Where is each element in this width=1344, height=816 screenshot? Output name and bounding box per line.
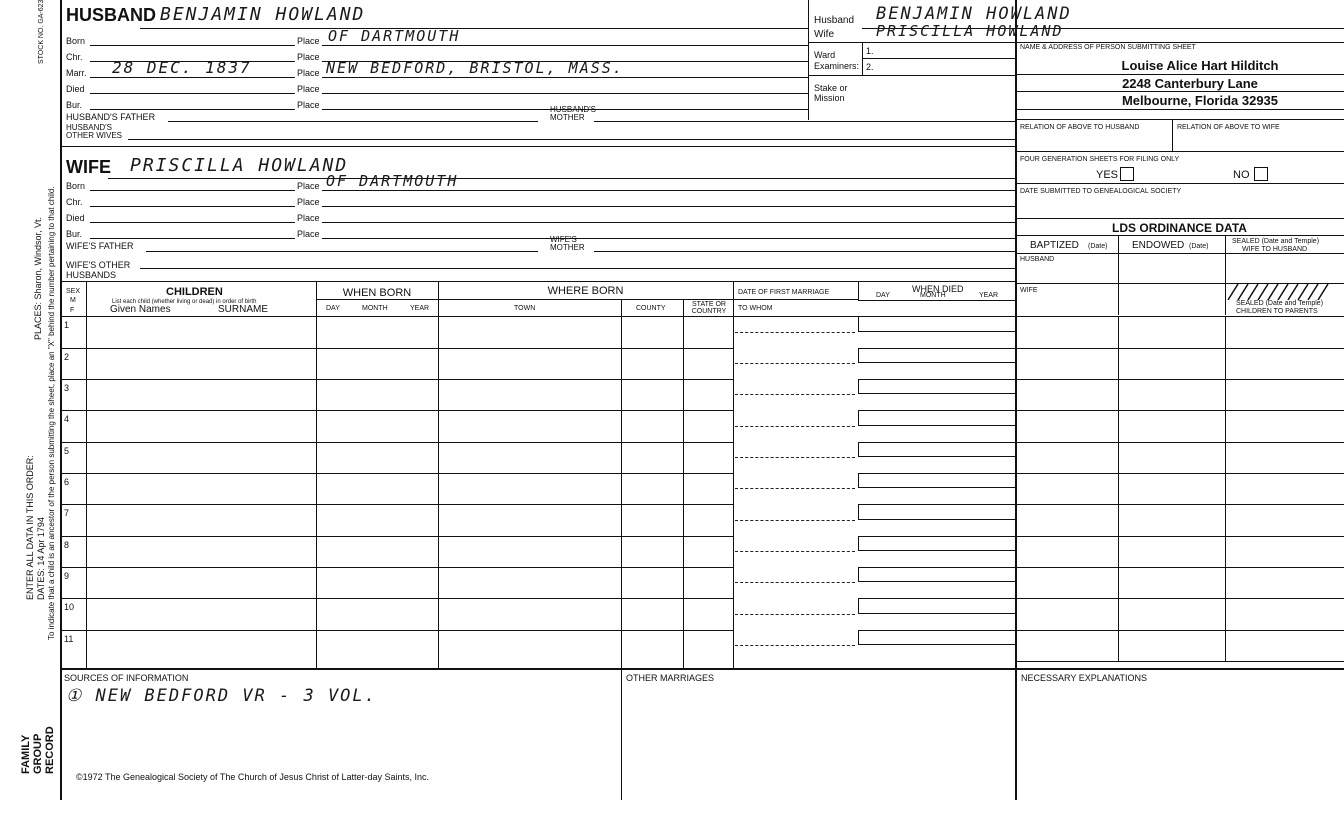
submitter-street: 2248 Canterbury Lane <box>1122 76 1258 91</box>
first-marriage-label: DATE OF FIRST MARRIAGE <box>738 289 830 296</box>
row-3: 3 <box>64 383 70 393</box>
sources-label: SOURCES OF INFORMATION <box>64 673 189 683</box>
husband-born-place-label: Place <box>297 36 320 46</box>
husband-chr-place-label: Place <box>297 52 320 62</box>
yes-label: YES <box>1096 169 1119 181</box>
born-day: DAY <box>326 305 340 312</box>
wife-father-label: WIFE'S FATHER <box>66 241 134 251</box>
husband-bur-label: Bur. <box>66 100 83 110</box>
row-11: 11 <box>64 634 74 644</box>
row-1: 1 <box>64 320 70 330</box>
when-died-label: WHEN DIED <box>912 284 964 294</box>
husband-other-wives-label-2: OTHER WIVES <box>66 131 123 140</box>
husband-born-label: Born <box>66 36 86 46</box>
examiner-1: 1. <box>866 46 874 56</box>
relation-wife-label: RELATION OF ABOVE TO WIFE <box>1177 124 1280 131</box>
husband-marr-label: Marr. <box>66 68 87 78</box>
row-8: 8 <box>64 540 70 550</box>
wife-chr-place-label: Place <box>297 197 320 207</box>
places-instruction: PLACES: Sharon, Windsor, Vt. <box>33 216 43 340</box>
husband-mother-label-1: HUSBAND'S <box>550 105 596 114</box>
row-7: 7 <box>64 508 70 518</box>
sex-m: M <box>70 297 76 304</box>
examiners-label: Examiners: <box>814 61 860 71</box>
wife-other-husbands-label-1: WIFE'S OTHER <box>66 260 131 270</box>
right-husband-label: Husband <box>814 15 855 26</box>
county-label: COUNTY <box>636 305 666 312</box>
row-5: 5 <box>64 446 70 456</box>
husband-other-wives-label-1: HUSBAND'S <box>66 123 112 132</box>
husband-marr-place[interactable]: NEW BEDFORD, BRISTOL, MASS. <box>326 59 624 77</box>
children-note: List each child (whether living or dead) in order of birth <box>112 299 257 305</box>
lds-baptized-label: BAPTIZED <box>1030 240 1079 251</box>
husband-father-label: HUSBAND'S FATHER <box>66 112 156 122</box>
husband-name[interactable]: BENJAMIN HOWLAND <box>160 4 366 25</box>
husband-born-place[interactable]: OF DARTMOUTH <box>328 27 461 45</box>
where-born-label: WHERE BORN <box>547 285 624 297</box>
wife-mother-label-1: WIFE'S <box>550 235 577 244</box>
submitter-city: Melbourne, Florida 32935 <box>1121 93 1279 108</box>
husband-died-place-label: Place <box>297 84 320 94</box>
divider-header-box <box>808 0 809 120</box>
wife-bur-place-label: Place <box>297 229 320 239</box>
examiner-2: 2. <box>866 62 874 72</box>
lds-wife-label: WIFE <box>1020 287 1038 294</box>
lds-sealed-wife-2: WIFE TO HUSBAND <box>1242 246 1308 253</box>
surname-label: SURNAME <box>218 304 269 315</box>
ancestor-instruction: To indicate that a child is an ancestor of the person submitting the sheet, place an "X" behind the number pertaining to that child. <box>47 186 56 640</box>
given-names-label: Given Names <box>110 304 171 315</box>
died-year: YEAR <box>979 292 999 299</box>
copyright: ©1972 The Genealogical Society of The Church of Jesus Christ of Latter-day Saints, Inc. <box>76 772 429 782</box>
row-10: 10 <box>64 602 75 612</box>
sex-f: F <box>70 307 75 314</box>
right-husband-name[interactable]: BENJAMIN HOWLAND <box>876 4 1072 24</box>
no-label: NO <box>1233 169 1250 181</box>
husband-marr-place-label: Place <box>297 68 320 78</box>
sex-label: SEX <box>66 288 81 295</box>
died-day: DAY <box>876 292 890 299</box>
row-2: 2 <box>64 352 70 362</box>
children-label: CHILDREN <box>166 286 223 298</box>
wife-born-label: Born <box>66 181 86 191</box>
lds-endowed-date: (Date) <box>1189 243 1209 250</box>
other-marriages-label: OTHER MARRIAGES <box>626 673 715 683</box>
family-record-title-3: RECORD <box>44 726 56 774</box>
hatched-box <box>1226 284 1332 300</box>
husband-label: HUSBAND <box>66 5 156 25</box>
husband-bur-place-label: Place <box>297 100 320 110</box>
relation-husband-label: RELATION OF ABOVE TO HUSBAND <box>1020 124 1140 131</box>
when-born-label: WHEN BORN <box>342 287 412 299</box>
family-record-title-2: GROUP <box>32 733 44 774</box>
no-checkbox[interactable] <box>1254 167 1268 181</box>
wife-chr-label: Chr. <box>66 197 83 207</box>
town-label: TOWN <box>514 305 536 312</box>
wife-died-place-label: Place <box>297 213 320 223</box>
row-6: 6 <box>64 477 70 487</box>
family-record-title-1: FAMILY <box>20 734 32 774</box>
sources-value[interactable]: ① NEW BEDFORD VR - 3 VOL. <box>66 686 377 706</box>
wife-label: WIFE <box>66 157 111 177</box>
enter-data-instruction: ENTER ALL DATA IN THIS ORDER: <box>25 455 35 600</box>
wife-died-label: Died <box>66 213 85 223</box>
husband-mother-label-2: MOTHER <box>550 113 585 122</box>
died-month: MONTH <box>920 292 946 299</box>
wife-bur-label: Bur. <box>66 229 83 239</box>
wife-mother-label-2: MOTHER <box>550 243 585 252</box>
date-submitted-label: DATE SUBMITTED TO GENEALOGICAL SOCIETY <box>1020 188 1182 195</box>
row-4: 4 <box>64 414 70 424</box>
stake-label-2: Mission <box>814 93 845 103</box>
husband-died-label: Died <box>66 84 85 94</box>
state-label-1: STATE OR <box>692 301 726 308</box>
wife-born-place-label: Place <box>297 181 320 191</box>
stock-number: STOCK NO. GA-623 <box>38 0 45 64</box>
husband-chr-label: Chr. <box>66 52 83 62</box>
stake-label-1: Stake or <box>814 83 848 93</box>
lds-sealed-children-2: CHILDREN TO PARENTS <box>1236 308 1318 315</box>
lds-title: LDS ORDINANCE DATA <box>1112 221 1247 235</box>
lds-husband-label: HUSBAND <box>1020 256 1055 263</box>
left-border <box>60 0 62 800</box>
born-year: YEAR <box>410 305 430 312</box>
necessary-explanations-label: NECESSARY EXPLANATIONS <box>1021 673 1148 683</box>
ward-label: Ward <box>814 50 836 60</box>
right-wife-label: Wife <box>814 29 834 40</box>
row-9: 9 <box>64 571 70 581</box>
submitter-label: NAME & ADDRESS OF PERSON SUBMITTING SHEET <box>1020 44 1196 51</box>
right-wife-name[interactable]: PRISCILLA HOWLAND <box>876 22 1064 40</box>
lds-sealed-wife-1: SEALED (Date and Temple) <box>1232 238 1320 245</box>
state-label-2: COUNTRY <box>691 308 727 315</box>
yes-checkbox[interactable] <box>1120 167 1134 181</box>
divider-right-panel <box>1015 0 1017 800</box>
dates-instruction: DATES: 14 Apr 1794 <box>36 517 46 600</box>
lds-sealed-children-1: SEALED (Date and Temple) <box>1236 300 1324 307</box>
submitter-name: Louise Alice Hart Hilditch <box>1121 58 1279 73</box>
husband-marr-date[interactable]: 28 DEC. 1837 <box>112 58 252 77</box>
wife-born-place[interactable]: OF DARTMOUTH <box>326 172 459 190</box>
four-gen-label: FOUR GENERATION SHEETS FOR FILING ONLY <box>1020 156 1180 163</box>
wife-other-husbands-label-2: HUSBANDS <box>66 270 117 280</box>
born-month: MONTH <box>362 305 388 312</box>
lds-baptized-date: (Date) <box>1088 243 1108 250</box>
lds-endowed-label: ENDOWED <box>1132 240 1185 251</box>
to-whom-label: TO WHOM <box>738 305 773 312</box>
wife-name[interactable]: PRISCILLA HOWLAND <box>130 155 349 176</box>
